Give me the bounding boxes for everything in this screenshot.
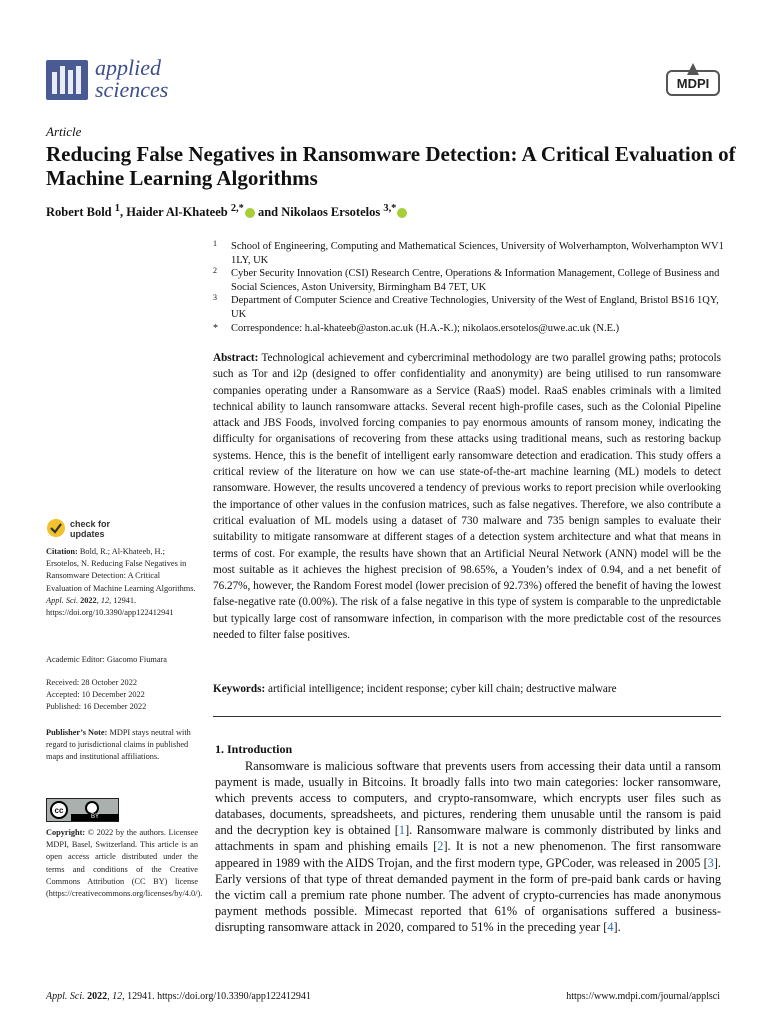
cc-by-label: BY (71, 814, 119, 821)
intro-paragraph: Ransomware is malicious software that prevents users from accessing their data until a ransom payment is made, usually in Bitcoins. It broadly falls into two main categories: locker ransomware, which prevents access to computers, and crypto-ransomware, which encrypts user files such as databases, documents, spreadsheets, and pictures, rendering them unusable until the ransom is paid and the decryption key is obtained [1]. Ransomware malware is commonly distributed by links and attachments in spam and phishing emails [2]. It is not a new phenomenon. The first ransomware appeared in 1989 with the AIDS Trojan, and the first modern type, GPCoder, was released in 2005 [3]. Early versions of that type of threat demanded payment in the form of pre-paid bank cards or having the victim call a premium rate phone number. The advent of crypto-currencies has made anonymous payment methods possible. Mimecast reported that 61% of organisations suffered a business-disrupting ransomware attack in 2020, compared to 51% in the preceding year [4]. (215, 759, 721, 934)
check-for-updates[interactable] (70, 519, 110, 539)
check-for-updates-line2: updates (70, 529, 105, 539)
article-type: Article (46, 124, 82, 139)
footer-doi[interactable]: , 12941. https://doi.org/10.3390/app122412941 (122, 991, 311, 1002)
copyright-text: © 2022 by the authors. Licensee MDPI, Basel, Switzerland. This article is an open access article distributed under the terms and conditions of the Creative Commons Attribution (CC BY) license (https://creativecommons.org/licenses/by/4.0/). (46, 828, 203, 899)
copyright-label: Copyright: (46, 828, 86, 837)
publisher-note-label: Publisher’s Note: (46, 728, 108, 737)
affiliation-text: Department of Computer Science and Creative Technologies, University of the West of England, Bristol BS16 1QY, UK (231, 295, 719, 320)
author-separator: and (254, 205, 282, 220)
keywords-text: artificial intelligence; incident response; cyber kill chain; destructive malware (268, 683, 617, 695)
cc-icon: cc (50, 801, 68, 819)
publisher-note-text: MDPI stays neutral with regard to jurisdictional claims in published maps and institutional affiliations. (46, 728, 191, 762)
orcid-icon[interactable] (397, 208, 407, 218)
keywords (213, 683, 721, 695)
citation-label: Citation: (46, 547, 78, 556)
affiliation-number: 2 (213, 266, 217, 276)
correspondence-text[interactable]: Correspondence: h.al-khateeb@aston.ac.uk (H.A.-K.); nikolaos.ersotelos@uwe.ac.uk (N.E.) (231, 322, 620, 334)
citation-journal: Appl. Sci. (46, 595, 79, 605)
received-date: Received: 28 October 2022 (46, 678, 138, 687)
author-affil-sup: 3,* (383, 203, 397, 214)
check-for-updates-line1: check for (70, 519, 111, 529)
dates-block (46, 677, 198, 714)
correspondence-marker: * (213, 322, 218, 334)
attribution-person-icon (85, 801, 99, 815)
citation-link[interactable]: 1 (398, 823, 406, 838)
footer-journal-url[interactable]: https://www.mdpi.com/journal/applsci (566, 991, 720, 1002)
affiliation-item (213, 240, 733, 267)
journal-logo-icon (46, 60, 88, 100)
journal-name-line2: sciences (95, 77, 169, 102)
author-name[interactable]: Nikolaos Ersotelos (281, 205, 381, 220)
abstract (213, 350, 721, 643)
copyright-block (46, 827, 203, 900)
citation-text: Bold, R.; Al-Khateeb, H.; Ersotelos, N. Reducing False Negatives in Ransomware Detection: A Critical Evaluation of Machine Learning Algorithms. (46, 547, 196, 593)
orcid-icon[interactable] (245, 208, 255, 218)
affiliation-item (213, 267, 733, 294)
footer-volume: 12 (112, 991, 123, 1002)
abstract-text: Technological achievement and cybercriminal methodology are two parallel growing paths; protocols such as Tor and i2p (designed to offer confidentiality and anonymity) are being utilised to run ransomware companies operating under a Ransomware as a Service (RaaS) model. RaaS enables criminals with a limited technical ability to launch ransomware attacks. Several recent high-profile cases, such as the Colonial Pipeline attack and JBS Foods, involved forcing companies to pay enormous amounts of ransom money, indicating the difficulty for organisations of recovering from these attacks using traditional means, such as restoring backup systems. Hence, this is the benefit of intelligent early ransomware detection and eradication. This study offers a critical review of the literature on how we can use state-of-the-art machine learning (ML) models to detect ransomware. However, the results uncovered a tendency of previous works to report precision while overlooking the importance of other values in the confusion matrices, such as false negatives. Therefore, we also contribute a critical evaluation of ML models using a dataset of 730 malware and 735 benign samples to evaluate their suitability to mitigate ransomware at different stages of a detection system architecture and what that means in terms of cost. For example, the results have shown that an Artificial Neural Network (ANN) model will be the most suitable as it achieves the highest precision of 98.65%, a Youden’s index of 0.94, and a net benefit of 76.27%, however, the Random Forest model (lower precision of 92.73%) offered the benefit of having the lowest false-negative rate (0.00%). The risk of a false negative in this type of system is comparable to the unpredictable but typically large cost of ransomware infection, in comparison with the more predictable cost of the resources needed to filter false positives. (213, 352, 721, 642)
check-for-updates-icon[interactable] (46, 518, 66, 538)
author-list (46, 203, 407, 220)
section-heading: 1. Introduction (215, 742, 293, 756)
citation-volume: 12 (100, 595, 110, 605)
academic-editor: Academic Editor: Giacomo Fiumara (46, 655, 167, 664)
footer-journal: Appl. Sci. (46, 991, 85, 1002)
author-affil-sup: 2,* (230, 203, 244, 214)
citation-doi[interactable]: , 12941. https://doi.org/10.3390/app122412941 (46, 595, 174, 618)
footer-citation: Appl. Sci. 2022, 12, 12941. https://doi.org/10.3390/app122412941 (46, 991, 311, 1002)
affiliation-number: 1 (213, 239, 217, 248)
publisher-logo[interactable]: MDPI (666, 70, 720, 96)
affiliation-item (213, 294, 733, 321)
author-separator: , (119, 205, 127, 220)
author-name[interactable]: Haider Al-Khateeb (126, 205, 228, 220)
journal-name-line1: applied (95, 55, 161, 80)
abstract-label: Abstract: (213, 352, 259, 364)
author-name[interactable]: Robert Bold (46, 205, 112, 220)
citation-year: 2022 (80, 595, 97, 605)
publisher-note (46, 727, 198, 764)
author-affil-sup: 1 (114, 203, 120, 214)
accepted-date: Accepted: 10 December 2022 (46, 690, 145, 700)
affiliation-text: Cyber Security Innovation (CSI) Research Centre, Operations & Information Management, College of Business and Social Sciences, Aston University, Birmingham B4 7ET, UK (231, 268, 720, 293)
article-title: Reducing False Negatives in Ransomware Detection: A Critical Evaluation of Machine Learning Algorithms (46, 142, 736, 190)
section-divider (213, 716, 721, 717)
footer-year: 2022 (87, 991, 108, 1002)
citation-link[interactable]: 3 (707, 855, 714, 870)
cc-by-license-icon[interactable] (46, 798, 119, 822)
journal-name[interactable] (95, 57, 168, 101)
affiliations (213, 240, 733, 335)
published-date: Published: 16 December 2022 (46, 702, 147, 712)
citation-block: Citation: Bold, R.; Al-Khateeb, H.; Ersotelos, N. Reducing False Negatives in Ransomware Detection: A Critical Evaluation of Machine Learning Algorithms. Appl. Sci. 2022, 12, 12941. https://doi.org/10.3390/app122412941 (46, 547, 196, 618)
correspondence (213, 322, 733, 336)
affiliation-number: 3 (213, 293, 217, 303)
keywords-label: Keywords: (213, 683, 266, 695)
citation-link[interactable]: 2 (437, 839, 444, 854)
affiliation-text: School of Engineering, Computing and Mathematical Sciences, University of Wolverhampton, Wolverhampton WV1 1LY, UK (231, 241, 724, 266)
citation-link[interactable]: 4 (607, 919, 614, 934)
